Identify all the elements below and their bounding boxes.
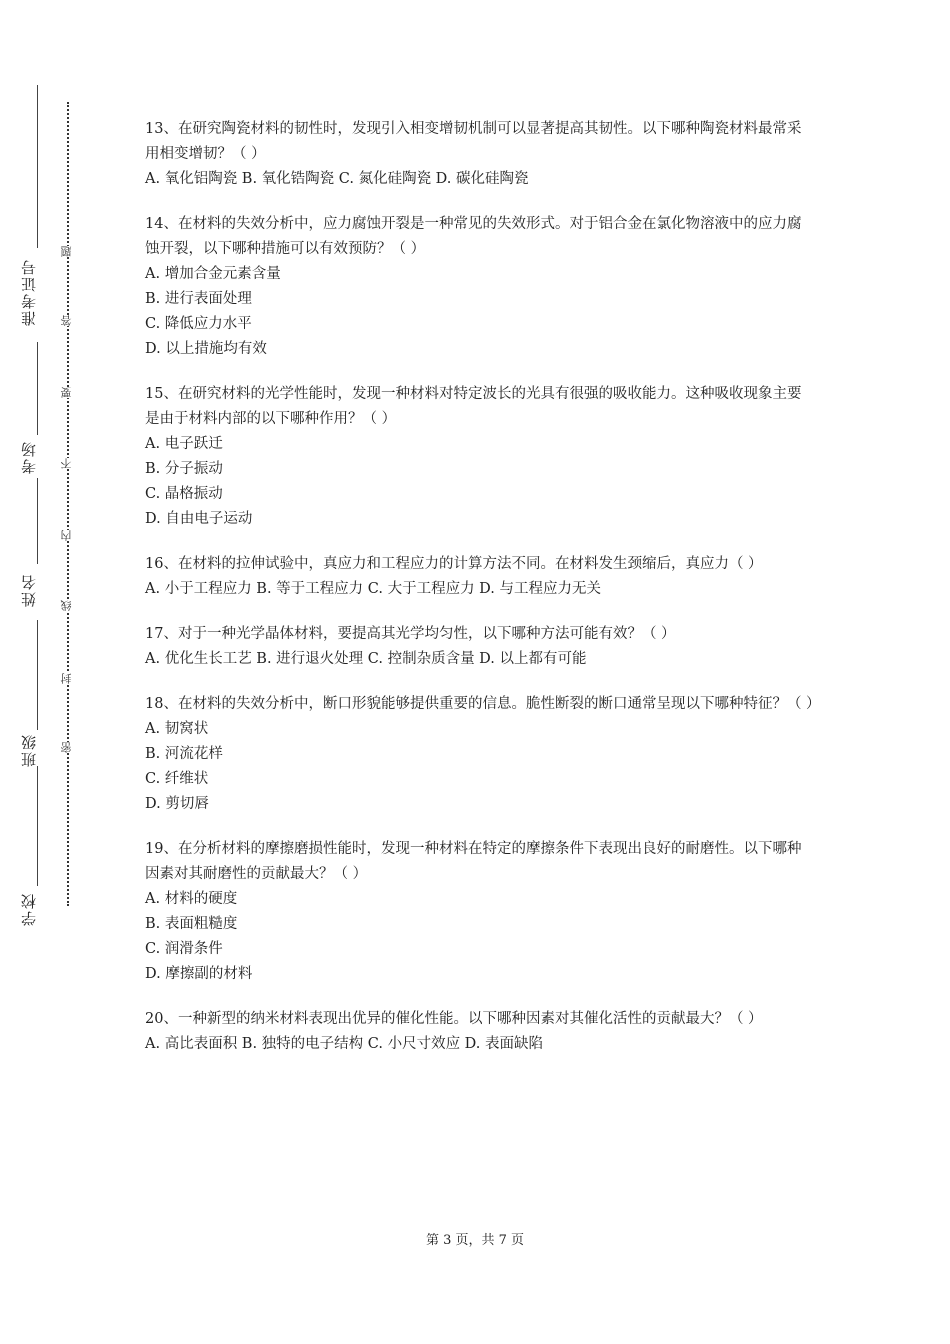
question-19 — [145, 837, 815, 987]
question-stem: 14、在材料的失效分析中，应力腐蚀开裂是一种常见的失效形式。对于铝合金在氯化物溶液中的应力腐蚀开裂，以下哪种措施可以有效预防？（ ） — [145, 216, 802, 257]
option-b: B. 表面粗糙度 — [145, 916, 238, 932]
option-c: C. 纤维状 — [145, 771, 209, 787]
option-d: D. 摩擦副的材料 — [145, 966, 253, 982]
fill-line — [37, 478, 38, 564]
exam-number-label: 准考证号 — [20, 258, 38, 326]
question-list — [145, 117, 821, 1077]
option-a: A. 韧窝状 — [145, 721, 209, 737]
fill-line — [37, 342, 38, 435]
option-c: C. 降低应力水平 — [145, 316, 252, 332]
question-stem: 18、在材料的失效分析中，断口形貌能够提供重要的信息。脆性断裂的断口通常呈现以下哪种特征？（ ） — [145, 696, 821, 712]
option-b: B. 河流花样 — [145, 746, 223, 762]
seal-char: 密 — [60, 742, 76, 753]
school-label: 学校 — [20, 892, 38, 926]
question-13 — [145, 117, 815, 192]
option-a: A. 增加合金元素含量 — [145, 266, 281, 282]
question-stem: 17、对于一种光学晶体材料，要提高其光学均匀性，以下哪种方法可能有效？（ ） — [145, 626, 676, 642]
option-d: D. 剪切唇 — [145, 796, 209, 812]
question-stem: 13、在研究陶瓷材料的韧性时，发现引入相变增韧机制可以显著提高其韧性。以下哪种陶瓷材料最常采用相变增韧？（ ） — [145, 121, 802, 162]
binding-margin — [0, 0, 110, 1344]
option-b: B. 进行表面处理 — [145, 291, 252, 307]
question-stem: 16、在材料的拉伸试验中，真应力和工程应力的计算方法不同。在材料发生颈缩后，真应力（ ） — [145, 556, 763, 572]
question-18 — [145, 692, 821, 817]
question-stem: 15、在研究材料的光学性能时，发现一种材料对特定波长的光具有很强的吸收能力。这种吸收现象主要是由于材料内部的以下哪种作用？（ ） — [145, 386, 802, 427]
seal-char: 封 — [60, 673, 76, 684]
seal-dotted-line — [67, 102, 69, 906]
page-number: 第 3 页，共 7 页 — [425, 1233, 525, 1248]
question-16 — [145, 552, 815, 602]
option-c: C. 晶格振动 — [145, 486, 223, 502]
student-name-label: 姓名 — [20, 573, 38, 607]
option-c: C. 润滑条件 — [145, 941, 223, 957]
option-d: D. 自由电子运动 — [145, 511, 253, 527]
question-options: A. 高比表面积 B. 独特的电子结构 C. 小尺寸效应 D. 表面缺陷 — [145, 1036, 544, 1052]
option-a: A. 材料的硬度 — [145, 891, 238, 907]
question-options: A. 氧化铝陶瓷 B. 氧化锆陶瓷 C. 氮化硅陶瓷 D. 碳化硅陶瓷 — [145, 171, 529, 187]
seal-char: 要 — [60, 387, 76, 398]
question-14 — [145, 212, 815, 362]
seal-char: 线 — [60, 600, 76, 611]
question-stem: 20、一种新型的纳米材料表现出优异的催化性能。以下哪种因素对其催化活性的贡献最大？（ ） — [145, 1011, 763, 1027]
option-a: A. 电子跃迁 — [145, 436, 223, 452]
fill-line — [37, 85, 38, 248]
question-15 — [145, 382, 815, 532]
question-options: A. 优化生长工艺 B. 进行退火处理 C. 控制杂质含量 D. 以上都有可能 — [145, 651, 587, 667]
seal-char: 内 — [60, 530, 76, 541]
option-b: B. 分子振动 — [145, 461, 223, 477]
seal-char: 题 — [60, 246, 76, 257]
question-options: A. 小于工程应力 B. 等于工程应力 C. 大于工程应力 D. 与工程应力无关 — [145, 581, 602, 597]
fill-line — [37, 766, 38, 886]
exam-room-label: 考场 — [20, 440, 38, 474]
class-label: 班级 — [20, 733, 38, 767]
question-17 — [145, 622, 815, 672]
option-d: D. 以上措施均有效 — [145, 341, 267, 357]
question-stem: 19、在分析材料的摩擦磨损性能时，发现一种材料在特定的摩擦条件下表现出良好的耐磨性。以下哪种因素对其耐磨性的贡献最大？（ ） — [145, 841, 802, 882]
fill-line — [37, 620, 38, 730]
seal-char: 不 — [60, 458, 76, 469]
question-20 — [145, 1007, 815, 1057]
seal-char: 答 — [60, 315, 76, 326]
